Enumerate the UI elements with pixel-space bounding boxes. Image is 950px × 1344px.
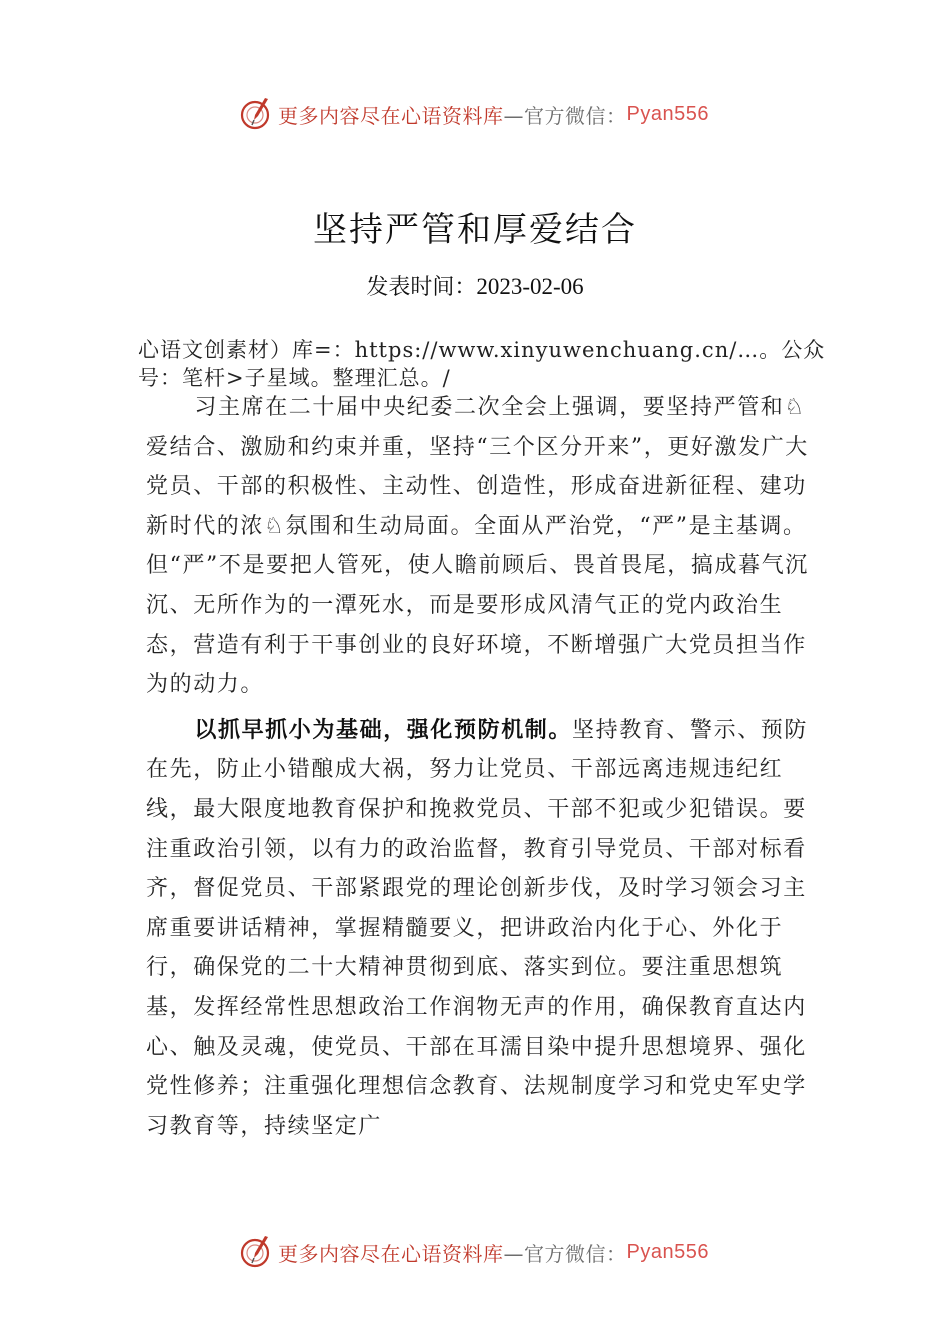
banner-red-text: 更多内容尽在心语资料库	[278, 1241, 504, 1266]
paragraph-2	[146, 711, 826, 1147]
publish-date	[0, 270, 950, 301]
footer-banner	[238, 1232, 758, 1272]
header-banner	[238, 94, 758, 134]
banner-red-text: 更多内容尽在心语资料库	[278, 103, 504, 128]
source-line: 心语文创素材）库=：https://www.xinyuwenchuang.cn/…。公众号：笔杆>子星域。整理汇总。/	[138, 338, 826, 390]
banner-gray-text: —官方微信：	[503, 103, 627, 128]
banner-gray-text: —官方微信：	[503, 1241, 627, 1266]
paragraph-2-text: 坚持教育、警示、预防在先，防止小错酿成大祸，努力让党员、干部远离违规违纪红线，最大限度地教育保护和挽救党员、干部不犯或少犯错误。要注重政治引领，以有力的政治监督，教育引导党员、干部对标看齐，督促党员、干部紧跟党的理论创新步伐，及时学习领会习主席重要讲话精神，掌握精髓要义，把讲政治内化于心、外化于行，确保党的二十大精神贯彻到底、落实到位。要注重思想筑基，发挥经常性思想政治工作润物无声的作用，确保教育直达内心、触及灵魂，使党员、干部在耳濡目染中提升思想境界、强化党性修养；注重强化理想信念教育、法规制度学习和党史军史学习教育等，持续坚定广	[146, 717, 809, 1139]
document-title: 坚持严管和厚爱结合	[313, 210, 637, 250]
pen-quill-logo-icon	[238, 96, 274, 132]
article-body	[146, 388, 826, 1146]
banner-wechat-id: Pyan556	[626, 102, 709, 125]
publish-date-label: 发表时间：	[366, 275, 477, 300]
paragraph-1: 习主席在二十届中央纪委二次全会上强调，要坚持严管和♘爱结合、激励和约束并重，坚持“三个区分开来”，更好激发广大党员、干部的积极性、主动性、创造性，形成奋进新征程、建功新时代的浓♘氛围和生动局面。全面从严治党，“严”是主基调。但“严”不是要把人管死，使人瞻前顾后、畏首畏尾，搞成暮气沉沉、无所作为的一潭死水，而是要形成风清气正的党内政治生态，营造有利于干事创业的良好环境，不断增强广大党员担当作为的动力。	[146, 395, 809, 698]
banner-wechat-id: Pyan556	[626, 1240, 709, 1263]
paragraph-2-heading: 以抓早抓小为基础，强化预防机制。	[194, 717, 572, 743]
pen-quill-logo-icon	[238, 1234, 274, 1270]
publish-date-value: 2023-02-06	[476, 274, 584, 299]
